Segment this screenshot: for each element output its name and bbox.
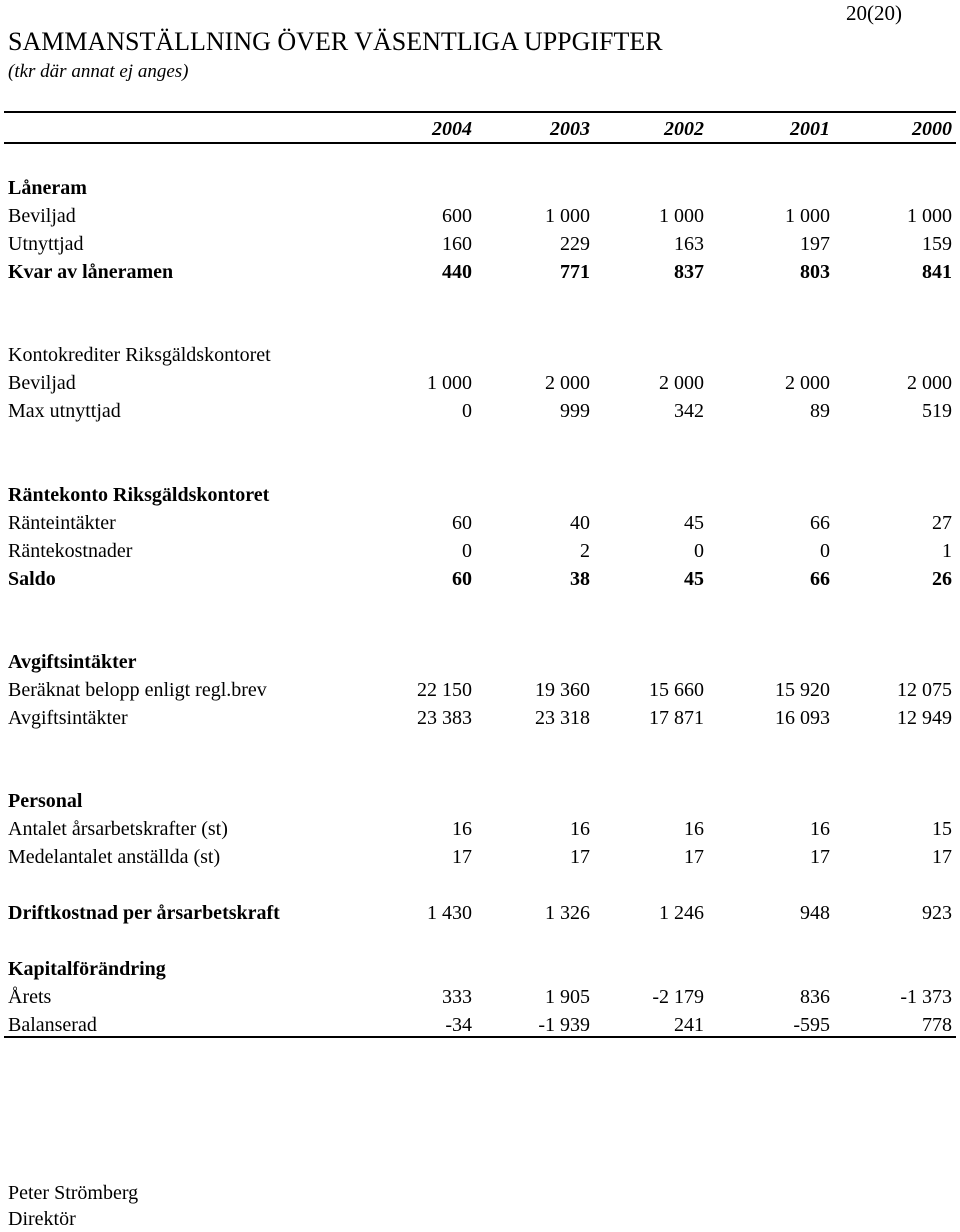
value-2003: 2: [580, 540, 590, 562]
value-2002: 16: [684, 818, 704, 840]
year-header-3: 2001: [790, 118, 830, 140]
table-row: [0, 230, 960, 258]
row-label: Kontokrediter Riksgäldskontoret: [8, 344, 271, 366]
value-2004: 60: [452, 568, 472, 590]
row-label: Balanserad: [8, 1014, 97, 1036]
row-label: Driftkostnad per årsarbetskraft: [8, 902, 280, 924]
value-2001: 1 000: [785, 205, 830, 227]
table-row: [0, 704, 960, 732]
value-2000: 923: [922, 902, 952, 924]
table-row: [0, 899, 960, 927]
value-2002: 45: [684, 512, 704, 534]
value-2004: 17: [452, 846, 472, 868]
value-2000: 778: [922, 1014, 952, 1036]
table-row: [0, 397, 960, 425]
value-2003: 229: [560, 233, 590, 255]
page-title: SAMMANSTÄLLNING ÖVER VÄSENTLIGA UPPGIFTER: [8, 27, 663, 56]
value-2003: 1 326: [545, 902, 590, 924]
value-2002: 1 000: [659, 205, 704, 227]
row-label: Avgiftsintäkter: [8, 651, 137, 673]
value-2003: 38: [570, 568, 590, 590]
value-2003: 1 000: [545, 205, 590, 227]
row-label: Kapitalförändring: [8, 958, 166, 980]
value-2001: -595: [793, 1014, 830, 1036]
value-2004: 0: [462, 400, 472, 422]
value-2000: 1: [942, 540, 952, 562]
row-label: Utnyttjad: [8, 233, 84, 255]
value-2004: 160: [442, 233, 472, 255]
value-2003: 16: [570, 818, 590, 840]
value-2000: 519: [922, 400, 952, 422]
section-heading: [0, 648, 960, 676]
table-row: [0, 983, 960, 1011]
table-row: [0, 565, 960, 593]
value-2002: 342: [674, 400, 704, 422]
value-2000: 159: [922, 233, 952, 255]
year-header-0: 2004: [432, 118, 472, 140]
row-label: Antalet årsarbetskrafter (st): [8, 818, 228, 840]
value-2002: 837: [674, 261, 704, 283]
table-row: [0, 369, 960, 397]
value-2003: 19 360: [535, 679, 590, 701]
table-row: [0, 843, 960, 871]
signature-role: Direktör: [8, 1208, 76, 1230]
value-2003: 2 000: [545, 372, 590, 394]
value-2002: 17 871: [649, 707, 704, 729]
value-2004: 440: [442, 261, 472, 283]
row-label: Årets: [8, 986, 52, 1008]
table-row: [0, 202, 960, 230]
section-heading: [0, 481, 960, 509]
value-2002: 15 660: [649, 679, 704, 701]
row-label: Avgiftsintäkter: [8, 707, 128, 729]
value-2004: 1 430: [427, 902, 472, 924]
row-label: Personal: [8, 790, 83, 812]
value-2000: 12 075: [897, 679, 952, 701]
row-label: Beviljad: [8, 205, 76, 227]
table-row: [0, 509, 960, 537]
value-2003: 999: [560, 400, 590, 422]
rule-bottom: [4, 1036, 956, 1038]
rule-header: [4, 142, 956, 144]
value-2003: 40: [570, 512, 590, 534]
value-2001: 0: [820, 540, 830, 562]
value-2004: 1 000: [427, 372, 472, 394]
value-2003: -1 939: [538, 1014, 590, 1036]
value-2004: 333: [442, 986, 472, 1008]
row-label: Räntekonto Riksgäldskontoret: [8, 484, 270, 506]
value-2003: 771: [560, 261, 590, 283]
section-heading: [0, 787, 960, 815]
row-label: Beviljad: [8, 372, 76, 394]
value-2002: 0: [694, 540, 704, 562]
table-row: [0, 537, 960, 565]
value-2001: 17: [810, 846, 830, 868]
value-2002: 241: [674, 1014, 704, 1036]
value-2004: 60: [452, 512, 472, 534]
value-2003: 1 905: [545, 986, 590, 1008]
value-2000: 2 000: [907, 372, 952, 394]
value-2002: 17: [684, 846, 704, 868]
year-header-1: 2003: [550, 118, 590, 140]
value-2001: 66: [810, 512, 830, 534]
table-row: [0, 815, 960, 843]
value-2000: 1 000: [907, 205, 952, 227]
year-header-4: 2000: [912, 118, 952, 140]
page-subtitle: (tkr där annat ej anges): [8, 61, 189, 82]
value-2001: 89: [810, 400, 830, 422]
row-label: Beräknat belopp enligt regl.brev: [8, 679, 267, 701]
year-header-row: [0, 116, 960, 142]
value-2002: 163: [674, 233, 704, 255]
value-2003: 23 318: [535, 707, 590, 729]
value-2004: 22 150: [417, 679, 472, 701]
value-2000: 17: [932, 846, 952, 868]
table-row: [0, 1011, 960, 1039]
value-2001: 16 093: [775, 707, 830, 729]
section-heading: [0, 174, 960, 202]
value-2002: -2 179: [652, 986, 704, 1008]
page-number: 20(20): [846, 1, 902, 25]
value-2001: 16: [810, 818, 830, 840]
row-label: Medelantalet anställda (st): [8, 846, 221, 868]
value-2004: -34: [445, 1014, 472, 1036]
row-label: Ränteintäkter: [8, 512, 116, 534]
value-2001: 948: [800, 902, 830, 924]
value-2001: 836: [800, 986, 830, 1008]
value-2004: 23 383: [417, 707, 472, 729]
value-2004: 0: [462, 540, 472, 562]
value-2002: 2 000: [659, 372, 704, 394]
value-2000: 12 949: [897, 707, 952, 729]
table-row: [0, 258, 960, 286]
row-label: Max utnyttjad: [8, 400, 121, 422]
table-row: [0, 676, 960, 704]
value-2004: 600: [442, 205, 472, 227]
year-header-2: 2002: [664, 118, 704, 140]
value-2000: 15: [932, 818, 952, 840]
value-2001: 803: [800, 261, 830, 283]
value-2003: 17: [570, 846, 590, 868]
rule-top: [4, 111, 956, 113]
section-heading: [0, 341, 960, 369]
row-label: Låneram: [8, 177, 87, 199]
value-2002: 1 246: [659, 902, 704, 924]
value-2000: -1 373: [900, 986, 952, 1008]
value-2002: 45: [684, 568, 704, 590]
row-label: Saldo: [8, 568, 56, 590]
value-2000: 26: [932, 568, 952, 590]
row-label: Kvar av låneramen: [8, 261, 174, 283]
value-2001: 197: [800, 233, 830, 255]
signature-name: Peter Strömberg: [8, 1182, 139, 1204]
value-2004: 16: [452, 818, 472, 840]
value-2001: 15 920: [775, 679, 830, 701]
value-2001: 66: [810, 568, 830, 590]
row-label: Räntekostnader: [8, 540, 133, 562]
value-2000: 841: [922, 261, 952, 283]
section-heading: [0, 955, 960, 983]
value-2000: 27: [932, 512, 952, 534]
value-2001: 2 000: [785, 372, 830, 394]
